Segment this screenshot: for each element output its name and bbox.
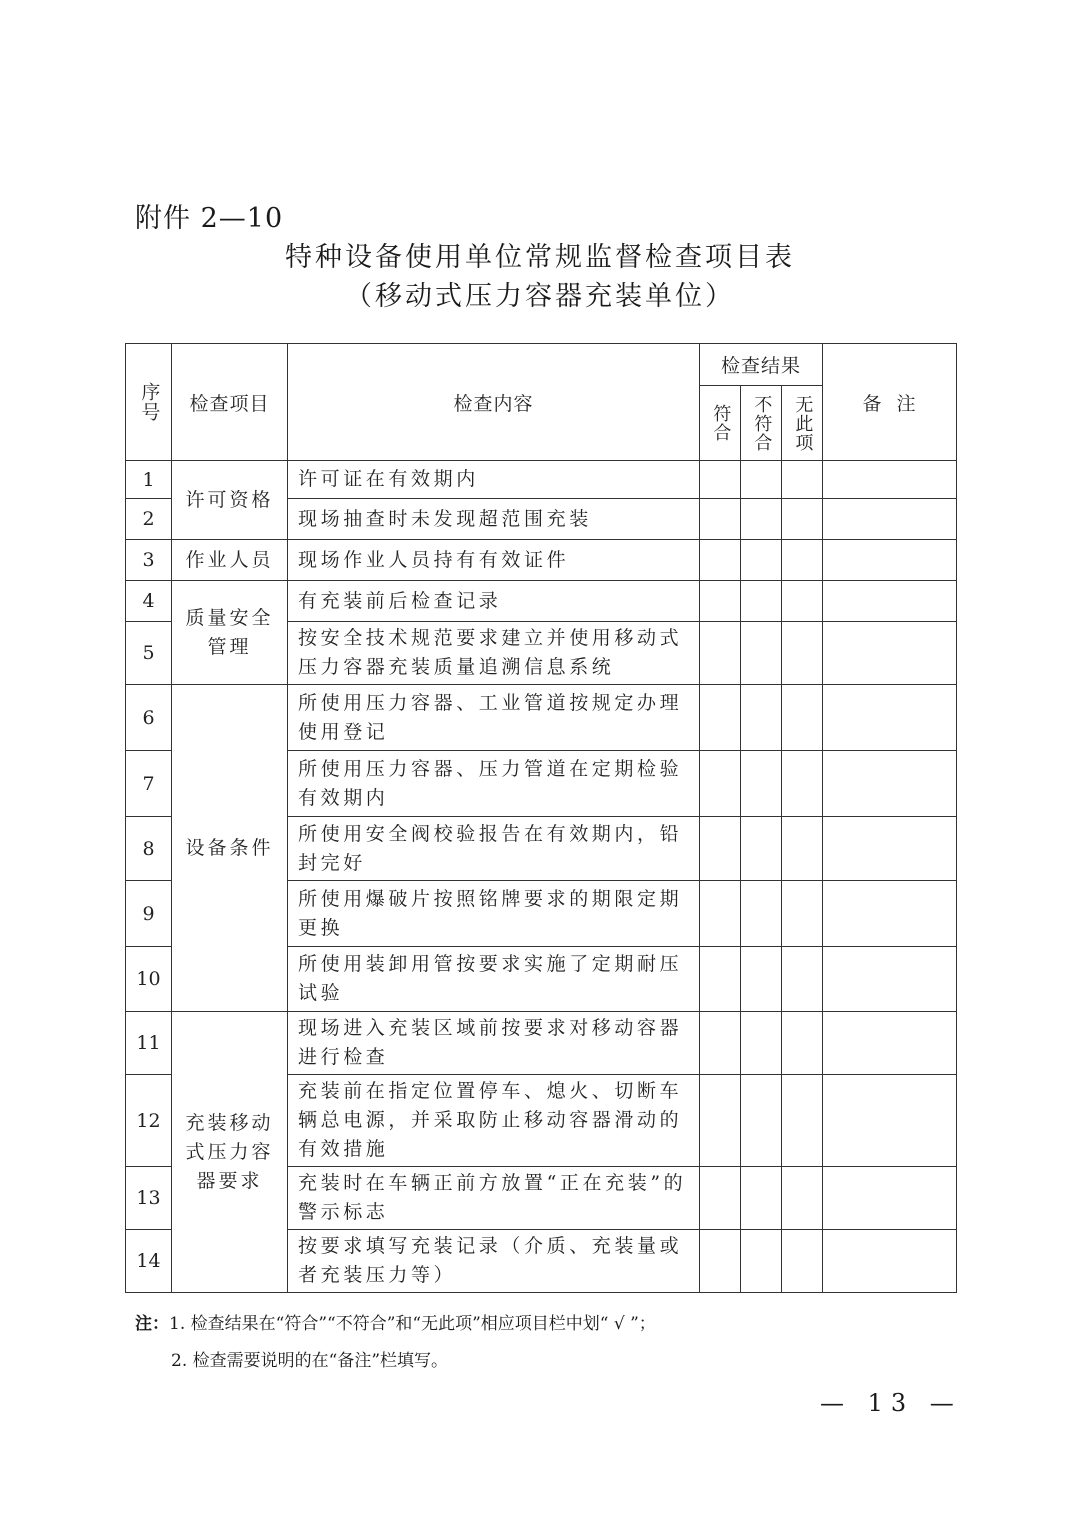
result-nonconform-cell[interactable] [741, 622, 782, 685]
result-na-cell[interactable] [782, 461, 823, 499]
header-remarks: 备 注 [823, 344, 957, 461]
result-conform-cell[interactable] [700, 622, 741, 685]
result-na-cell[interactable] [782, 881, 823, 947]
check-content: 按要求填写充装记录（介质、充装量或者充装压力等） [288, 1230, 700, 1293]
result-nonconform-cell[interactable] [741, 1167, 782, 1230]
row-number: 11 [126, 1012, 172, 1075]
page-subtitle: （移动式压力容器充装单位） [345, 281, 735, 312]
result-na-cell[interactable] [782, 1075, 823, 1167]
header-item: 检查项目 [172, 344, 288, 461]
result-nonconform-cell[interactable] [741, 461, 782, 499]
result-nonconform-cell[interactable] [741, 540, 782, 581]
row-number: 13 [126, 1167, 172, 1230]
table-row [126, 461, 957, 499]
result-conform-cell[interactable] [700, 581, 741, 622]
result-nonconform-cell[interactable] [741, 817, 782, 881]
result-nonconform-cell[interactable] [741, 1075, 782, 1167]
result-na-cell[interactable] [782, 499, 823, 540]
check-content: 充装前在指定位置停车、熄火、切断车辆总电源，并采取防止移动容器滑动的有效措施 [288, 1075, 700, 1167]
result-nonconform-cell[interactable] [741, 685, 782, 751]
remarks-cell[interactable] [823, 1075, 957, 1167]
result-conform-cell[interactable] [700, 685, 741, 751]
header-nonconform: 不符合 [741, 386, 782, 461]
row-number: 1 [126, 461, 172, 499]
check-content: 所使用爆破片按照铭牌要求的期限定期更换 [288, 881, 700, 947]
check-content: 所使用安全阀校验报告在有效期内，铅封完好 [288, 817, 700, 881]
result-conform-cell[interactable] [700, 1075, 741, 1167]
row-number: 14 [126, 1230, 172, 1293]
remarks-cell[interactable] [823, 622, 957, 685]
remarks-cell[interactable] [823, 1230, 957, 1293]
header-conform: 符合 [700, 386, 741, 461]
check-content: 现场抽查时未发现超范围充装 [288, 499, 700, 540]
row-number: 8 [126, 817, 172, 881]
row-number: 3 [126, 540, 172, 581]
row-number: 6 [126, 685, 172, 751]
remarks-cell[interactable] [823, 881, 957, 947]
page-title: 特种设备使用单位常规监督检查项目表 [285, 242, 795, 273]
check-content: 现场进入充装区域前按要求对移动容器进行检查 [288, 1012, 700, 1075]
table-row [126, 540, 957, 581]
result-nonconform-cell[interactable] [741, 581, 782, 622]
result-na-cell[interactable] [782, 1230, 823, 1293]
remarks-cell[interactable] [823, 581, 957, 622]
result-conform-cell[interactable] [700, 461, 741, 499]
result-nonconform-cell[interactable] [741, 1230, 782, 1293]
check-item: 作业人员 [172, 540, 288, 581]
result-conform-cell[interactable] [700, 751, 741, 817]
table-row [126, 581, 957, 622]
header-content: 检查内容 [288, 344, 700, 461]
remarks-cell[interactable] [823, 751, 957, 817]
result-nonconform-cell[interactable] [741, 947, 782, 1012]
remarks-cell[interactable] [823, 1167, 957, 1230]
table-row [126, 1012, 957, 1075]
check-content: 按安全技术规范要求建立并使用移动式压力容器充装质量追溯信息系统 [288, 622, 700, 685]
result-nonconform-cell[interactable] [741, 881, 782, 947]
result-na-cell[interactable] [782, 751, 823, 817]
note-1 [135, 1309, 656, 1334]
result-na-cell[interactable] [782, 622, 823, 685]
check-item: 质量安全管理 [172, 581, 288, 685]
result-conform-cell[interactable] [700, 540, 741, 581]
row-number: 2 [126, 499, 172, 540]
remarks-cell[interactable] [823, 817, 957, 881]
note-2: 2. 检查需要说明的在“备注”栏填写。 [171, 1351, 449, 1371]
header-result: 检查结果 [700, 344, 823, 386]
result-na-cell[interactable] [782, 1012, 823, 1075]
row-number: 12 [126, 1075, 172, 1167]
note-1-text: 1. 检查结果在“符合”“不符合”和“无此项”相应项目栏中划“ √ ”； [169, 1314, 656, 1334]
row-number: 9 [126, 881, 172, 947]
page-number: — 13 — [820, 1389, 962, 1417]
row-number: 10 [126, 947, 172, 1012]
inspection-table [125, 343, 957, 1293]
result-conform-cell[interactable] [700, 881, 741, 947]
result-conform-cell[interactable] [700, 1230, 741, 1293]
check-content: 有充装前后检查记录 [288, 581, 700, 622]
result-na-cell[interactable] [782, 817, 823, 881]
check-content: 所使用压力容器、工业管道按规定办理使用登记 [288, 685, 700, 751]
result-na-cell[interactable] [782, 540, 823, 581]
result-nonconform-cell[interactable] [741, 499, 782, 540]
check-item: 许可资格 [172, 461, 288, 540]
row-number: 4 [126, 581, 172, 622]
remarks-cell[interactable] [823, 1012, 957, 1075]
header-na: 无此项 [782, 386, 823, 461]
row-number: 7 [126, 751, 172, 817]
attachment-label: 附件 2—10 [135, 203, 284, 234]
remarks-cell[interactable] [823, 685, 957, 751]
check-item: 充装移动式压力容器要求 [172, 1012, 288, 1293]
result-conform-cell[interactable] [700, 817, 741, 881]
remarks-cell[interactable] [823, 947, 957, 1012]
remarks-cell[interactable] [823, 461, 957, 499]
note-label: 注： [135, 1314, 169, 1334]
check-content: 现场作业人员持有有效证件 [288, 540, 700, 581]
check-content: 许可证在有效期内 [288, 461, 700, 499]
result-na-cell[interactable] [782, 581, 823, 622]
result-na-cell[interactable] [782, 685, 823, 751]
result-na-cell[interactable] [782, 1167, 823, 1230]
remarks-cell[interactable] [823, 499, 957, 540]
check-content: 充装时在车辆正前方放置“正在充装”的警示标志 [288, 1167, 700, 1230]
result-conform-cell[interactable] [700, 947, 741, 1012]
header-seq: 序号 [126, 344, 172, 461]
remarks-cell[interactable] [823, 540, 957, 581]
check-content: 所使用压力容器、压力管道在定期检验有效期内 [288, 751, 700, 817]
result-conform-cell[interactable] [700, 1167, 741, 1230]
check-content: 所使用装卸用管按要求实施了定期耐压试验 [288, 947, 700, 1012]
row-number: 5 [126, 622, 172, 685]
result-conform-cell[interactable] [700, 499, 741, 540]
result-nonconform-cell[interactable] [741, 751, 782, 817]
result-nonconform-cell[interactable] [741, 1012, 782, 1075]
result-na-cell[interactable] [782, 947, 823, 1012]
check-item: 设备条件 [172, 685, 288, 1012]
table-row [126, 685, 957, 751]
result-conform-cell[interactable] [700, 1012, 741, 1075]
